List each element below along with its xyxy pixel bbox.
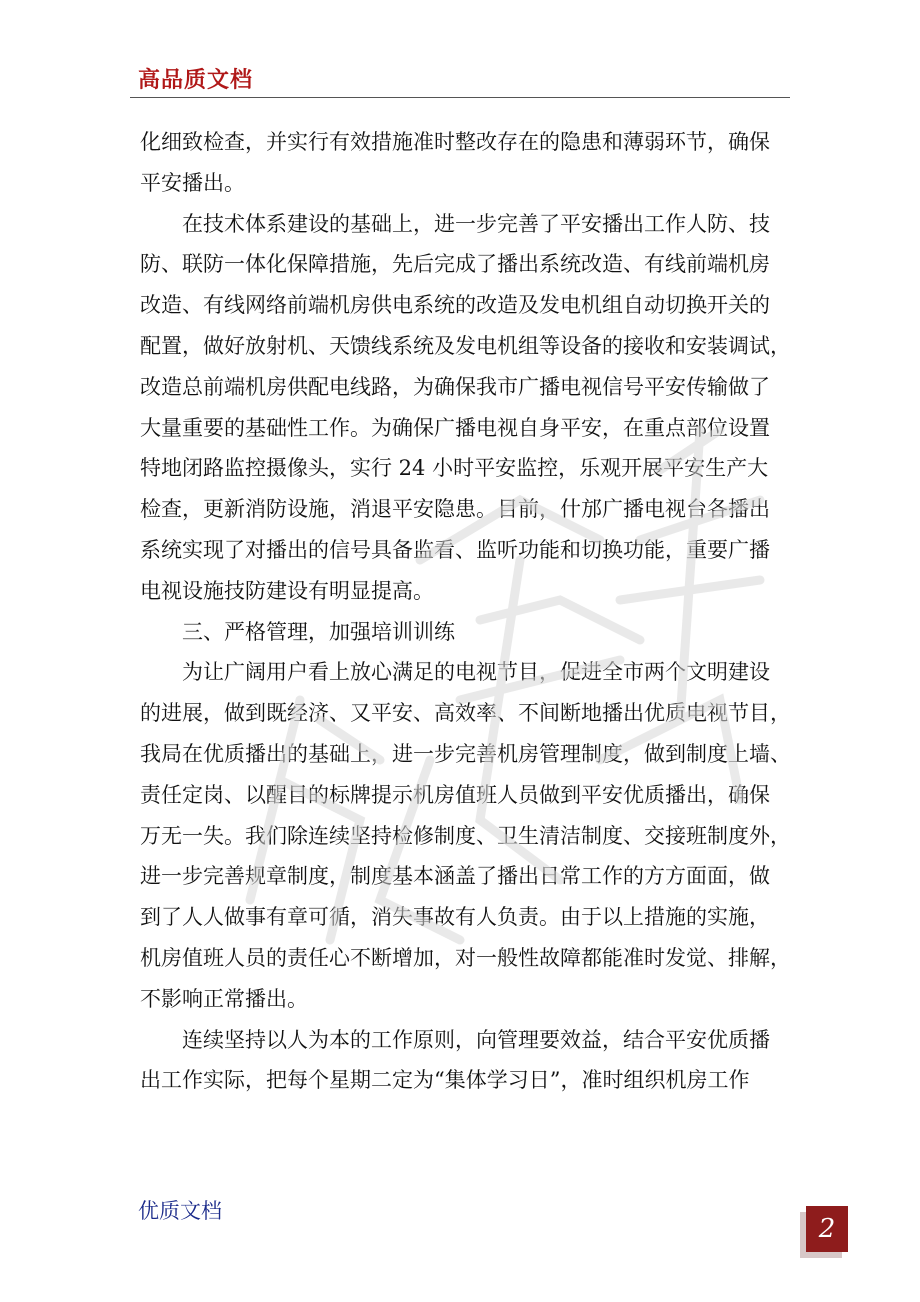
paragraph-line: 电视设施技防建设有明显提高。	[140, 578, 434, 603]
paragraph-line: 化细致检查，并实行有效措施准时整改存在的隐患和薄弱环节，确保	[140, 130, 770, 154]
paragraph-line: 检查，更新消防设施，消退平安隐患。目前，什邡广播电视台各播出	[140, 497, 770, 522]
paragraph-line: 防、联防一体化保障措施，先后完成了播出系统改造、有线前端机房	[140, 252, 770, 277]
paragraph-line: 系统实现了对播出的信号具备监看、监听功能和切换功能，重要广播	[140, 537, 770, 562]
paragraph-line: 我局在优质播出的基础上，进一步完善机房管理制度，做到制度上墙、	[140, 741, 791, 766]
paragraph-line: 特地闭路监控摄像头，实行 24 小时平安监控，乐观开展平安生产大	[140, 456, 769, 481]
page-number-badge: 2	[806, 1206, 848, 1252]
paragraph-line: 配置，做好放射机、天馈线系统及发电机组等设备的接收和安装调试，	[140, 333, 791, 358]
paragraph-line: 大量重要的基础性工作。为确保广播电视自身平安，在重点部位设置	[140, 415, 770, 440]
paragraph-line: 到了人人做事有章可循，消失事故有人负责。由于以上措施的实施，	[140, 905, 770, 930]
paragraph-line: 不影响正常播出。	[140, 986, 308, 1011]
paragraph-line: 机房值班人员的责任心不断增加，对一般性故障都能准时发觉、排解，	[140, 945, 791, 970]
paragraph-line: 为让广阔用户看上放心满足的电视节目，促进全市两个文明建设	[182, 660, 770, 685]
paragraph-line: 在技术体系建设的基础上，进一步完善了平安播出工作人防、技	[182, 211, 770, 236]
footer-title: 优质文档	[138, 1199, 222, 1223]
header-title: 高品质文档	[138, 68, 254, 93]
header-divider	[130, 97, 790, 98]
paragraph-line: 平安播出。	[140, 170, 245, 195]
paragraph-line: 改造总前端机房供配电线路，为确保我市广播电视信号平安传输做了	[140, 374, 770, 399]
paragraph-line: 的进展，做到既经济、又平安、高效率、不间断地播出优质电视节目，	[140, 701, 791, 726]
paragraph-line: 连续坚持以人为本的工作原则，向管理要效益，结合平安优质播	[182, 1027, 770, 1052]
section-heading: 三、严格管理，加强培训训练	[182, 619, 455, 644]
paragraph-line: 进一步完善规章制度，制度基本涵盖了播出日常工作的方方面面，做	[140, 864, 770, 889]
body-text	[140, 122, 791, 1101]
paragraph-line: 万无一失。我们除连续坚持检修制度、卫生清洁制度、交接班制度外，	[140, 823, 791, 848]
paragraph-line: 改造、有线网络前端机房供电系统的改造及发电机组自动切换开关的	[140, 293, 770, 318]
paragraph-line: 责任定岗、以醒目的标牌提示机房值班人员做到平安优质播出，确保	[140, 782, 770, 807]
paragraph-line: 出工作实际，把每个星期二定为“集体学习日”，准时组织机房工作	[140, 1068, 750, 1093]
